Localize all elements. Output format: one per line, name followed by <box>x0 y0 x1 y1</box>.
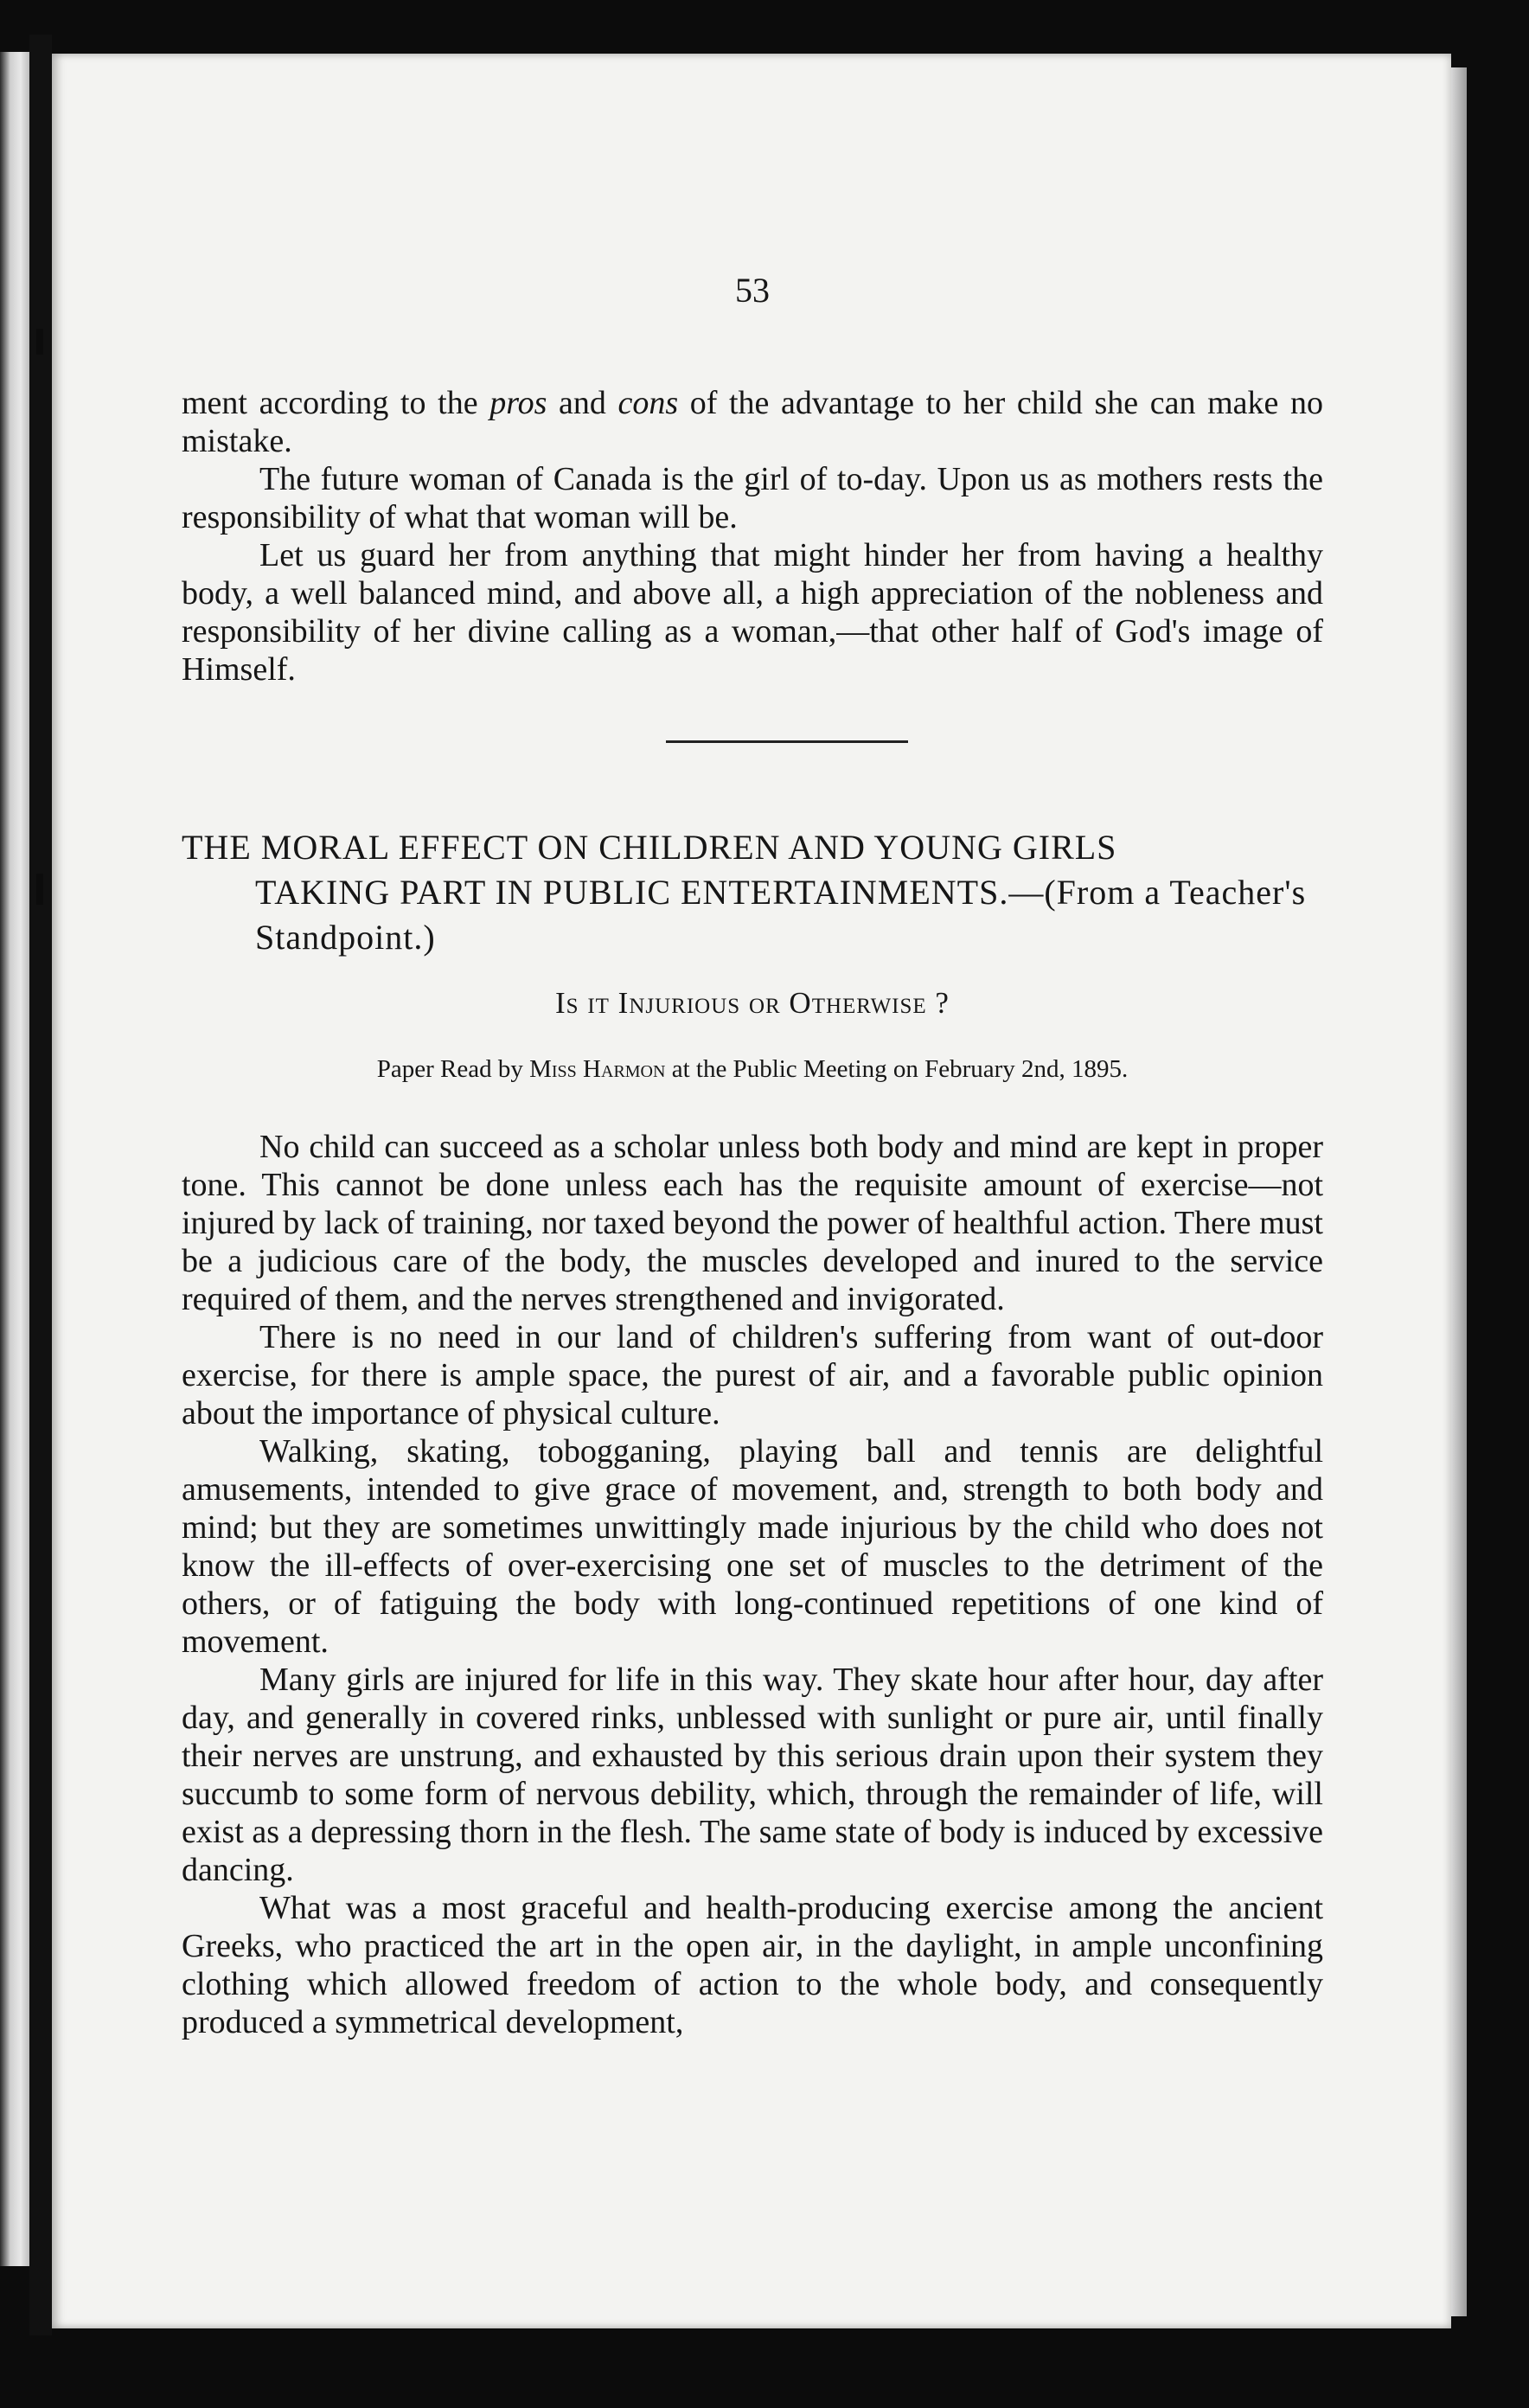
article-title-continuation: TAKING PART IN PUBLIC ENTERTAINMENTS.—(From a Teacher's Standpoint.) <box>255 873 1307 957</box>
page-right-edge <box>1451 67 1467 2316</box>
article-title-line: THE MORAL EFFECT ON CHILDREN AND YOUNG GIRLS <box>182 828 1117 867</box>
italic-word: cons <box>617 385 679 421</box>
closing-section <box>182 384 1323 688</box>
article-body <box>182 1128 1323 2041</box>
text-run: and <box>547 385 618 421</box>
text-run: ment according to the <box>182 385 490 421</box>
author-name: Miss Harmon <box>529 1055 666 1083</box>
binding-mark <box>36 329 43 355</box>
paragraph: Walking, skating, tobogganing, playing ball and tennis are delightful amusements, intended to give grace of movement, and, strength to both body and mind; but they are sometimes unwittingly made injurious by the child who does not know the ill-effects of over-exercising one set of muscles to the detriment of the others, or of fatiguing the body with long-continued repetitions of one kind of movement. <box>182 1433 1323 1660</box>
paragraph: The future woman of Canada is the girl of to-day. Upon us as mothers rests the responsibility of what that woman will be. <box>182 461 1323 535</box>
article-byline <box>182 1055 1323 1084</box>
paragraph: No child can succeed as a scholar unless both body and mind are kept in proper tone. This cannot be done unless each has the requisite amount of exercise—not injured by lack of training, nor taxed beyond the power of healthful action. There must be a judicious care of the body, the muscles developed and inured to the service required of them, and the nerves strengthened and invigorated. <box>182 1129 1323 1317</box>
paragraph: Let us guard her from anything that might hinder her from having a healthy body, a well balanced mind, and above all, a high appreciation of the nobleness and responsibility of her divine calling as a woman,—that other half of God's image of Himself. <box>182 537 1323 688</box>
page-number: 53 <box>735 271 770 310</box>
paragraph: What was a most graceful and health-producing exercise among the ancient Greeks, who practiced the art in the open air, in the daylight, in ample unconfining clothing which allowed freedom of action to the whole body, and consequently produced a symmetrical development, <box>182 1890 1323 2040</box>
paragraph: Many girls are injured for life in this way. They skate hour after hour, day after day, and generally in covered rinks, unblessed with sunlight or pure air, until finally their nerves are unstrung, and exhausted by this serious drain upon their system they succumb to some form of nervous debility, which, through the remainder of life, will exist as a depressing thorn in the flesh. The same state of body is induced by excessive dancing. <box>182 1662 1323 1888</box>
article-title <box>182 825 1323 960</box>
binding-mark <box>36 874 43 905</box>
byline-text: at the Public Meeting on February 2nd, 1895. <box>665 1055 1129 1083</box>
adjacent-page-edge <box>0 52 29 2266</box>
paragraph: There is no need in our land of children's suffering from want of out-door exercise, for there is ample space, the purest of air, and a favorable public opinion about the importance of physical culture. <box>182 1319 1323 1431</box>
paragraph <box>182 384 1323 460</box>
byline-text: Paper Read by <box>376 1055 530 1083</box>
italic-word: pros <box>489 385 547 421</box>
section-divider <box>666 740 908 743</box>
text-run: of the advantage to her child she can make no mistake. <box>182 385 1323 459</box>
article-subtitle: Is it Injurious or Otherwise ? <box>555 986 950 1020</box>
book-gutter <box>29 35 52 2335</box>
book-page <box>52 54 1451 2328</box>
